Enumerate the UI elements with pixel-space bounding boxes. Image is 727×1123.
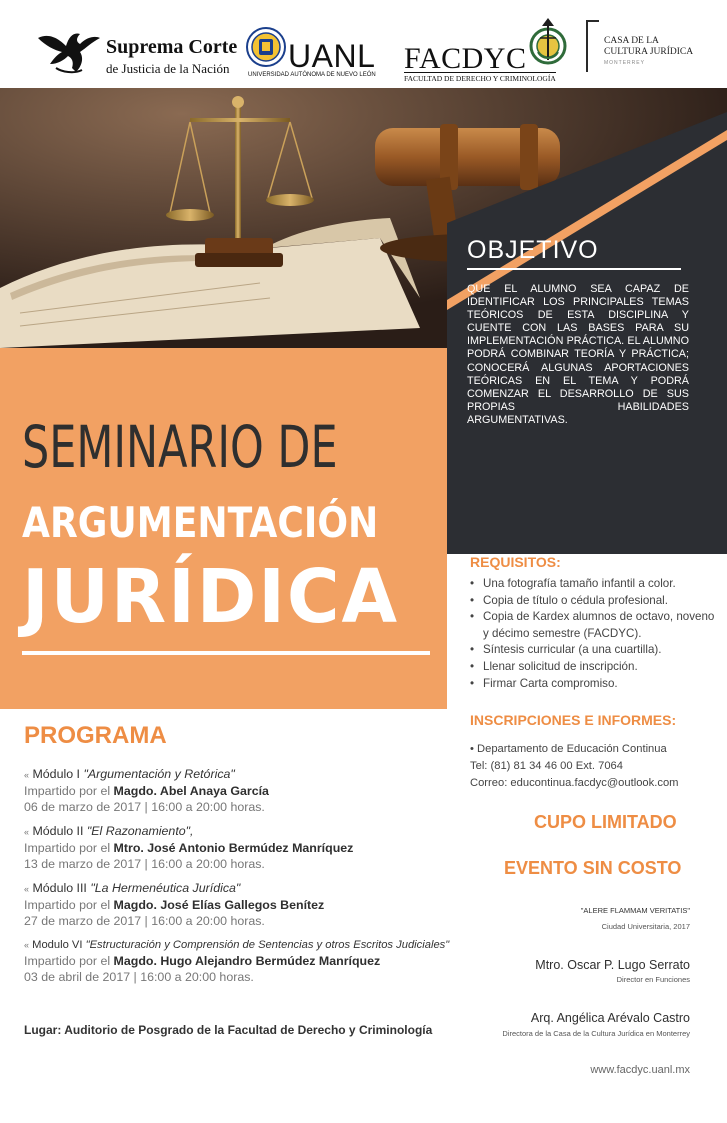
module-2 (24, 823, 464, 872)
list-item: • Firmar Carta compromiso. (470, 676, 720, 693)
motto: "ALERE FLAMMAM VERITATIS" (580, 906, 690, 915)
inscripciones-email[interactable]: Correo: educontinua.facdyc@outlook.com (470, 777, 679, 789)
module-speaker-line (24, 953, 464, 969)
facdyc-name: FACDYC (404, 42, 527, 75)
module-label: Modulo VI (32, 939, 83, 951)
inscripciones-phone: Tel: (81) 81 34 46 00 Ext. 7064 (470, 760, 623, 772)
casa-name-line1: CASA DE LA (604, 36, 659, 46)
inscripciones-info (470, 741, 720, 792)
module-3 (24, 880, 464, 929)
module-speaker: Magdo. Abel Anaya García (113, 784, 269, 798)
module-heading (24, 880, 464, 897)
module-topic: "Argumentación y Retórica" (83, 767, 235, 781)
title-line-2: ARGUMENTACIÓN (22, 498, 379, 547)
scjn-subname: de Justicia de la Nación (106, 61, 230, 76)
module-date: 27 de marzo de 2017 | 16:00 a 20:00 horas. (24, 914, 265, 928)
module-taught-by: Impartido por el (24, 841, 111, 855)
module-speaker: Mtro. José Antonio Bermúdez Manríquez (113, 841, 354, 855)
evento-sin-costo: EVENTO SIN COSTO (504, 858, 682, 878)
requisitos-title: REQUISITOS: (470, 554, 561, 570)
module-heading (24, 823, 464, 840)
scjn-name: Suprema Corte (106, 36, 238, 58)
module-date: 06 de marzo de 2017 | 16:00 a 20:00 horas. (24, 800, 265, 814)
signature-role-2: Directora de la Casa de la Cultura Jurídica en Monterrey (502, 1029, 690, 1038)
inscripciones-title: INSCRIPCIONES E INFORMES: (470, 712, 677, 728)
list-item: • Una fotografía tamaño infantil a color. (470, 576, 720, 593)
motto-place: Ciudad Universitaria, 2017 (601, 922, 690, 931)
objetivo-title: OBJETIVO (467, 236, 599, 264)
title-underline (22, 651, 430, 655)
module-1 (24, 766, 464, 815)
module-date: 03 de abril de 2017 | 16:00 a 20:00 horas. (24, 970, 254, 984)
module-bullet: « (24, 770, 30, 780)
title-line-1: SEMINARIO DE (22, 413, 338, 481)
module-date: 13 de marzo de 2017 | 16:00 a 20:00 horas. (24, 857, 265, 871)
module-speaker-line (24, 783, 464, 799)
list-item: • Copia de Kardex alumnos de octavo, noveno y décimo semestre (FACDYC). (470, 609, 720, 642)
module-bullet: « (24, 940, 30, 950)
module-taught-by: Impartido por el (24, 898, 111, 912)
list-item: • Síntesis curricular (a una cuartilla). (470, 642, 720, 659)
signature-name-2: Arq. Angélica Arévalo Castro (530, 1011, 690, 1025)
module-heading (24, 766, 464, 783)
module-topic: "El Razonamiento", (86, 824, 194, 838)
module-label: Módulo I (32, 767, 80, 781)
module-label: Módulo II (32, 824, 84, 838)
module-topic: "Estructuración y Comprensión de Sentencias y otros Escritos Judiciales" (85, 939, 450, 951)
casa-city: MONTERREY (604, 60, 645, 66)
module-speaker-line (24, 897, 464, 913)
module-bullet: « (24, 884, 30, 894)
module-speaker: Magdo. Hugo Alejandro Bermúdez Manríquez (113, 954, 381, 968)
uanl-fullname: UNIVERSIDAD AUTÓNOMA DE NUEVO LEÓN (248, 72, 376, 78)
objetivo-text: QUE EL ALUMNO SEA CAPAZ DE IDENTIFICAR LOS PRINCIPALES TEMAS TEÓRICOS DE ESTA DISCIPLINA Y CUENTE CON LAS BASES PARA SU IMPLEMENTACIÓN PRÁCTICA. EL ALUMNO PODRÁ COMBINAR TEORÍA Y PRÁCTICA; CONOCERÁ ALGUNAS APORTACIONES TEÓRICAS EN EL TEMA Y PODRÁ COMENZAR EL DESARROLLO DE SUS PROPIAS HABILIDADES ARGUMENTATIVAS. (467, 283, 689, 426)
module-taught-by: Impartido por el (24, 784, 111, 798)
signature-role-1: Director en Funciones (616, 975, 690, 984)
module-speaker: Magdo. José Elías Gallegos Benítez (113, 898, 325, 912)
cupo-limitado: CUPO LIMITADO (534, 812, 677, 832)
programa-title: PROGRAMA (24, 722, 167, 749)
title-line-3: JURÍDICA (22, 554, 400, 640)
requisitos-list (470, 576, 720, 692)
objetivo-underline (467, 268, 681, 270)
uanl-name: UANL (288, 38, 376, 74)
module-label: Módulo III (32, 881, 87, 895)
list-item: • Llenar solicitud de inscripción. (470, 659, 720, 676)
module-topic: "La Hermenéutica Jurídica" (90, 881, 241, 895)
module-bullet: « (24, 827, 30, 837)
inscripciones-department: • Departamento de Educación Continua (470, 743, 667, 755)
facdyc-fullname: FACULTAD DE DERECHO Y CRIMINOLOGÍA (404, 74, 556, 83)
lugar-venue: Lugar: Auditorio de Posgrado de la Facultad de Derecho y Criminología (24, 1023, 433, 1037)
module-heading (24, 937, 464, 953)
website-link[interactable]: www.facdyc.uanl.mx (590, 1064, 690, 1076)
list-item: • Copia de título o cédula profesional. (470, 593, 720, 610)
signature-name-1: Mtro. Oscar P. Lugo Serrato (535, 958, 690, 972)
module-4 (24, 937, 464, 985)
module-taught-by: Impartido por el (24, 954, 111, 968)
module-speaker-line (24, 840, 464, 856)
casa-name-line2: CULTURA JURÍDICA (604, 47, 694, 57)
